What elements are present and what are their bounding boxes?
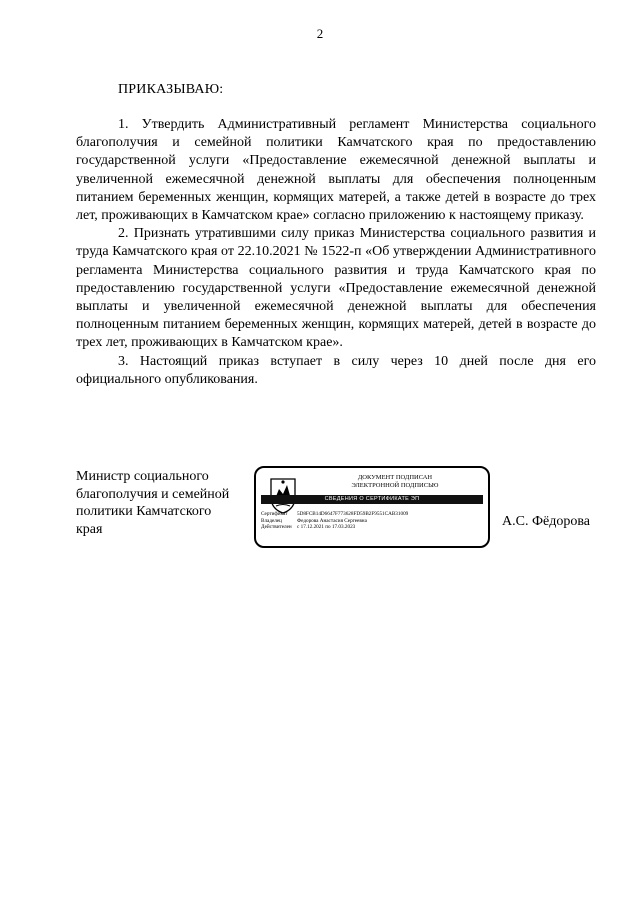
paragraph-2: 2. Признать утратившими силу приказ Министерства социального развития и труда Камчатского края от 22.10.2021 № 1522-п «Об утверждении Административного регламента Министерства социального развития и труда Камчатского края по предоставлению государственной услуги «Предоставление ежемесячной денежной выплаты и увеличенной ежемесячной денежной выплаты для обеспечения полноценным питанием беременных женщин, кормящих матерей, детей в возрасте до трех лет, проживающих в Камчатском крае». — [76, 226, 596, 351]
stamp-row-validity — [261, 524, 408, 531]
page-number: 2 — [316, 26, 324, 41]
position-line: края — [76, 521, 103, 537]
stamp-value: с 17.12.2021 по 17.03.2023 — [297, 524, 356, 531]
stamp-label: Владелец — [261, 517, 282, 524]
stamp-details — [261, 511, 408, 531]
electronic-signature-stamp — [254, 466, 490, 548]
stamp-value: Федорова Анастасия Сергеевна — [297, 517, 367, 524]
order-heading: ПРИКАЗЫВАЮ: — [118, 82, 224, 97]
stamp-value: 5D8FCB14D6647F773628FD59B2F9551CAB31009 — [297, 511, 409, 517]
stamp-label: Сертификат — [261, 511, 288, 517]
stamp-title — [306, 474, 484, 490]
signatory-position — [76, 468, 256, 538]
order-body — [76, 116, 596, 389]
paragraph-3: 3. Настоящий приказ вступает в силу через 10 дней после дня его официального опубликования. — [76, 353, 596, 387]
signatory-name: А.С. Фёдорова — [502, 514, 590, 529]
position-line: политики Камчатского — [76, 504, 212, 519]
position-line: благополучия и семейной — [76, 486, 230, 502]
position-line: Министр социального — [76, 469, 209, 484]
stamp-title-line: ДОКУМЕНТ ПОДПИСАН — [357, 474, 433, 481]
stamp-row-certificate — [261, 511, 408, 518]
paragraph-1: 1. Утвердить Административный регламент Министерства социального благополучия и семейной политики Камчатского края по предоставлению государственной услуги «Предоставление ежемесячной денежной выплаты и увеличенной ежемесячной денежной выплаты для обеспечения полноценным питанием беременных женщин, кормящих матерей, а также детей в возрасте до трех лет, проживающих в Камчатском крае» согласно приложению к настоящему приказу. — [76, 117, 596, 224]
stamp-certificate-bar: СВЕДЕНИЯ О СЕРТИФИКАТЕ ЭП — [261, 495, 483, 504]
stamp-title-line: ЭЛЕКТРОННОЙ ПОДПИСЬЮ — [351, 482, 439, 489]
stamp-label: Действителен — [261, 524, 292, 531]
